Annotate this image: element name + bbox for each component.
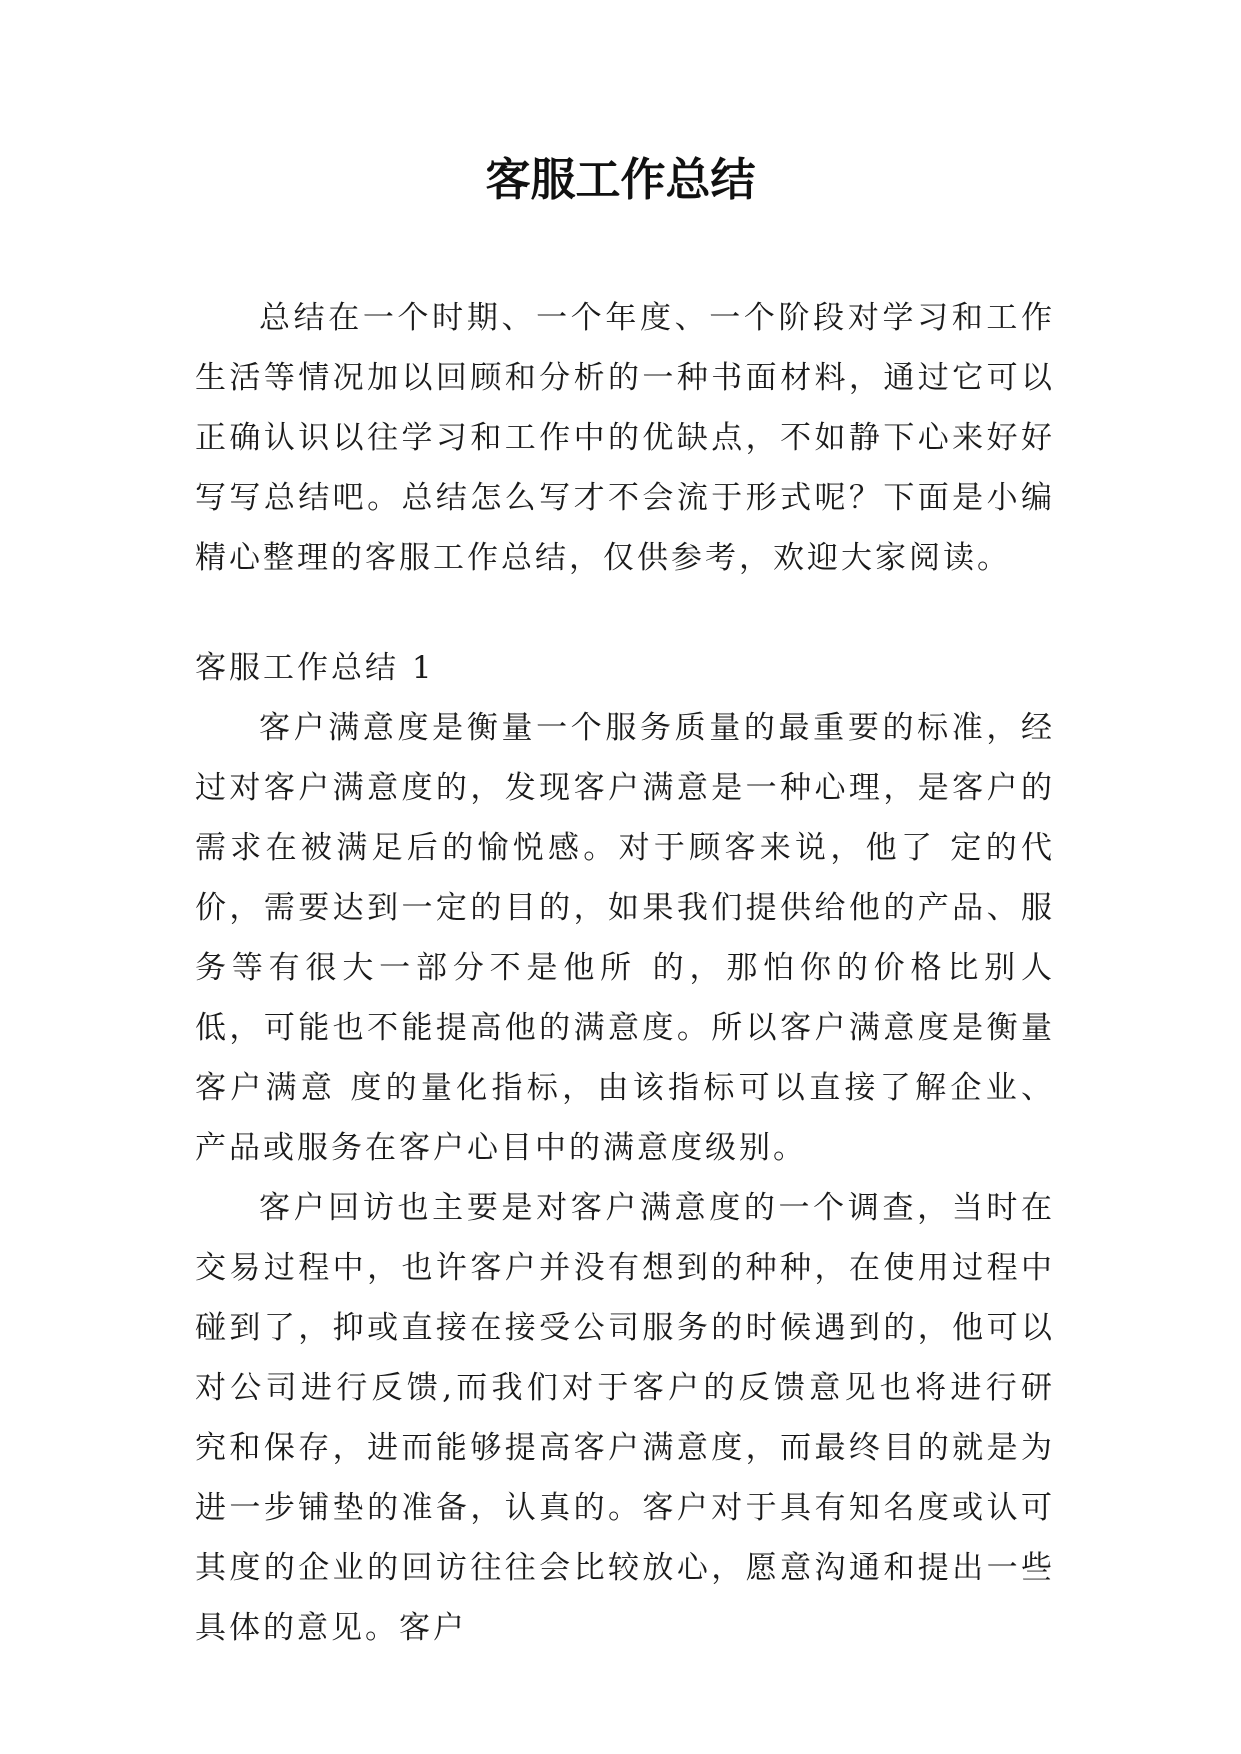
section-heading: 客服工作总结 1 [195,650,435,686]
body-paragraph: 客户满意度是衡量一个服务质量的最重要的标准，经过对客户满意度的，发现客户满意是一种心理，是客户的需求在被满足后的愉悦感。对于顾客来说，他了 定的代价，需要达到一定的目的，如果我们提供给他的产品、服务等有很大一部分不是他所 的，那怕你的价格比别人低，可能也不能提高他的满意度。所以客户满意度是衡量客户满意 度的量化指标，由该指标可以直接了解企业、产品或服务在客户心目中的满意度级别。 [195,710,1055,1166]
intro-paragraph: 总结在一个时期、一个年度、一个阶段对学习和工作生活等情况加以回顾和分析的一种书面材料，通过它可以正确认识以往学习和工作中的优缺点，不如静下心来好好写写总结吧。总结怎么写才不会流于形式呢？下面是小编精心整理的客服工作总结，仅供参考，欢迎大家阅读。 [195,300,1055,576]
document-title: 客服工作总结 [485,153,756,206]
body-paragraph: 客户回访也主要是对客户满意度的一个调查，当时在交易过程中，也许客户并没有想到的种种，在使用过程中碰到了，抑或直接在接受公司服务的时候遇到的，他可以对公司进行反馈,而我们对于客户的反馈意见也将进行研究和保存，进而能够提高客户满意度，而最终目的就是为进一步铺垫的准备，认真的。客户对于具有知名度或认可其度的企业的回访往往会比较放心，愿意沟通和提出一些具体的意见。客户 [195,1190,1055,1646]
